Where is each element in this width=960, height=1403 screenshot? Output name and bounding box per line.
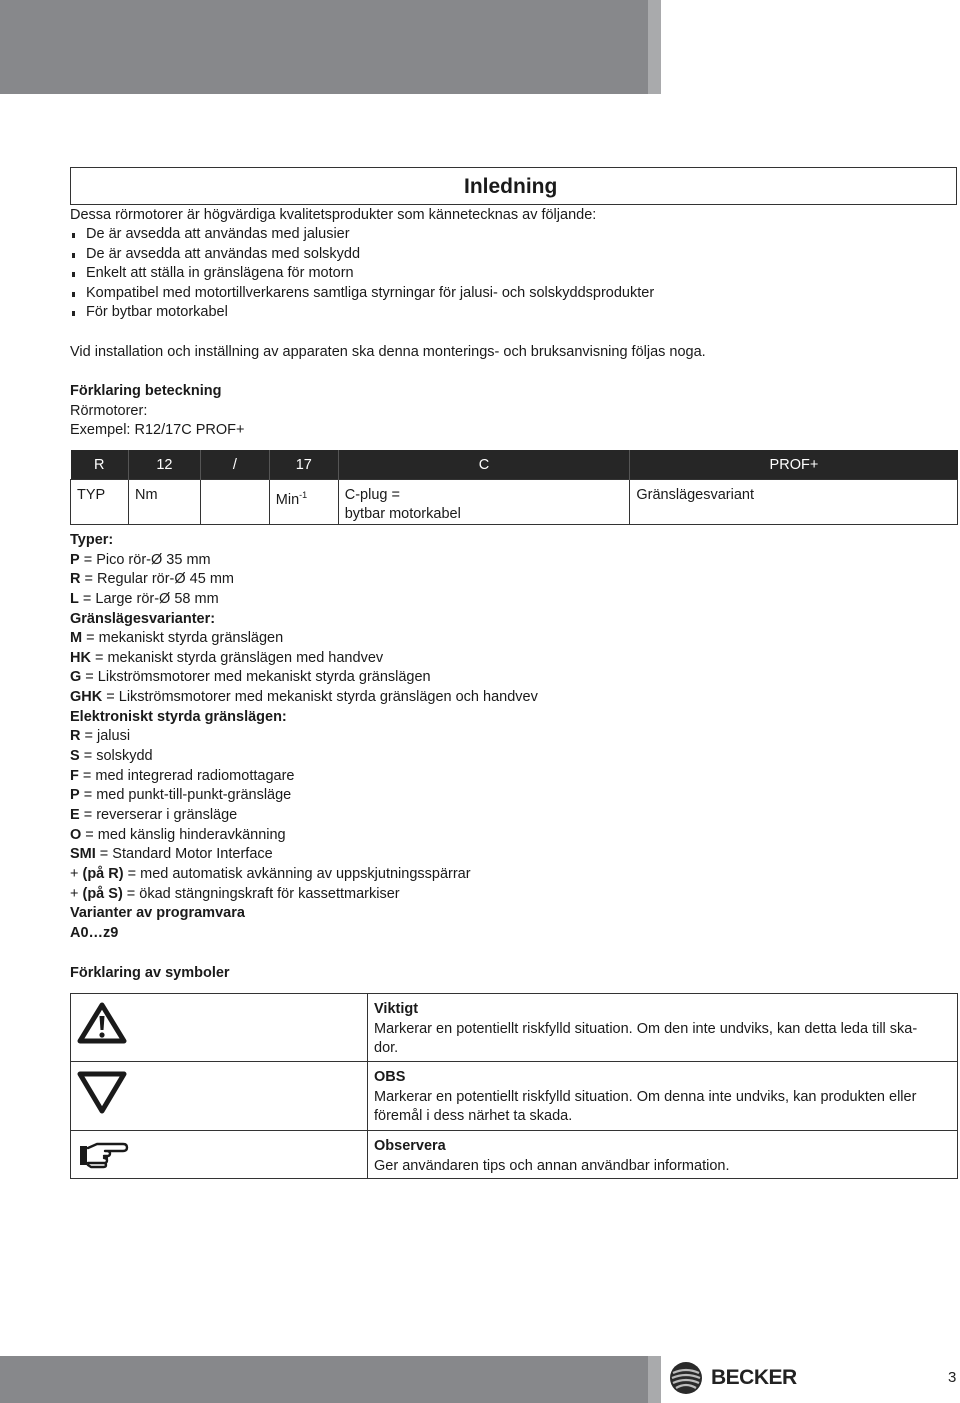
list-item: O = med känslig hinderavkänning [70,826,286,843]
list-item: P = Pico rör-Ø 35 mm [70,551,211,568]
top-band-accent [648,0,661,94]
bottom-band-accent [648,1356,661,1403]
designation-legend [70,531,538,943]
cell-variant: Gränslägesvariant [630,480,958,525]
symbol-text: Markerar en potentiellt riskfylld situation. Om den inte undviks, kan detta leda till ska- [374,1020,918,1037]
software-heading: Varianter av programvara [70,905,245,922]
cell-empty [200,480,269,525]
list-item: P = med punkt-till-punkt-gränsläge [70,787,292,804]
limit-variants-heading: Gränslägesvarianter: [70,610,216,627]
header-cell: / [200,450,269,480]
list-item: R = jalusi [70,728,131,745]
table-row [71,1131,958,1179]
cplug-line1: C-plug = [344,487,400,503]
becker-emblem-icon [669,1361,703,1395]
symbol-text: föremål i dess närhet ta skada. [374,1108,573,1125]
min-exponent: -1 [299,490,308,500]
header-cell: 12 [128,450,200,480]
list-item: F = med integrerad radiomottagare [70,767,295,784]
list-item: HK = mekaniskt styrda gränslägen med handvev [70,649,384,666]
cell-cplug [338,480,630,525]
list-item: + (på S) = ökad stängningskraft för kassettmarkiser [70,885,400,902]
cell-min [269,480,338,525]
list-item: Kompatibel med motortillverkarens samtliga styrningar för jalusi- och solskyddsprodukter [70,284,654,304]
list-item: För bytbar motorkabel [70,303,654,323]
header-cell: R [71,450,129,480]
warning-triangle-icon [77,1002,127,1044]
list-item: S = solskydd [70,748,153,765]
symbols-table [70,993,958,1179]
symbol-title: Observera [374,1138,446,1154]
list-item: L = Large rör-Ø 58 mm [70,590,219,607]
table-row [71,480,958,525]
becker-logo [669,1361,797,1395]
list-item: De är avsedda att användas med solskydd [70,245,654,265]
header-cell: 17 [269,450,338,480]
list-item: M = mekaniskt styrda gränslägen [70,630,284,647]
header-cell: PROF+ [630,450,958,480]
electronic-heading: Elektroniskt styrda gränslägen: [70,708,287,725]
symbol-text: Ger användaren tips och annan användbar information. [374,1157,730,1174]
cell-typ: TYP [71,480,129,525]
designation-header-row [71,450,958,480]
symbols-heading: Förklaring av symboler [70,965,230,981]
designation-table [70,450,958,525]
brand-name: BECKER [711,1366,797,1389]
bottom-band [0,1356,648,1403]
intro-lead: Dessa rörmotorer är högvärdiga kvalitetsprodukter som kännetecknas av följande: [70,207,597,223]
page-title: Inledning [464,175,558,198]
list-item: E = reverserar i gränsläge [70,806,238,823]
cplug-line2: bytbar motorkabel [344,506,461,522]
list-item: De är avsedda att användas med jalusier [70,225,654,245]
designation-line1: Rörmotorer: [70,403,148,419]
intro-note: Vid installation och inställning av apparaten ska denna monterings- och bruksanvisning följas noga. [70,344,706,360]
list-item: R = Regular rör-Ø 45 mm [70,571,234,588]
list-item: Enkelt att ställa in gränslägena för motorn [70,264,654,284]
software-value: A0…z9 [70,924,119,941]
symbol-text: Markerar en potentiellt riskfylld situation. Om denna inte undviks, kan produkten eller [374,1088,917,1105]
table-row [71,994,958,1062]
designation-heading: Förklaring beteckning [70,383,222,399]
inverted-triangle-icon [77,1070,127,1114]
pointing-hand-icon [77,1139,129,1169]
types-heading: Typer: [70,532,114,548]
min-label: Min [275,491,300,508]
table-row [71,1062,958,1131]
cell-nm: Nm [128,480,200,525]
symbol-text: dor. [374,1040,399,1057]
designation-line2: Exempel: R12/17C PROF+ [70,422,245,438]
feature-list [70,225,654,323]
list-item: GHK = Likströmsmotorer med mekaniskt styrda gränslägen och handvev [70,689,538,706]
list-item: G = Likströmsmotorer med mekaniskt styrda gränslägen [70,669,431,686]
symbol-title: OBS [374,1069,406,1085]
list-item: SMI = Standard Motor Interface [70,846,273,863]
top-band [0,0,648,94]
page-number: 3 [948,1369,957,1386]
list-item: + (på R) = med automatisk avkänning av uppskjutningsspärrar [70,865,471,882]
symbol-title: Viktigt [374,1001,419,1017]
header-cell: C [338,450,630,480]
